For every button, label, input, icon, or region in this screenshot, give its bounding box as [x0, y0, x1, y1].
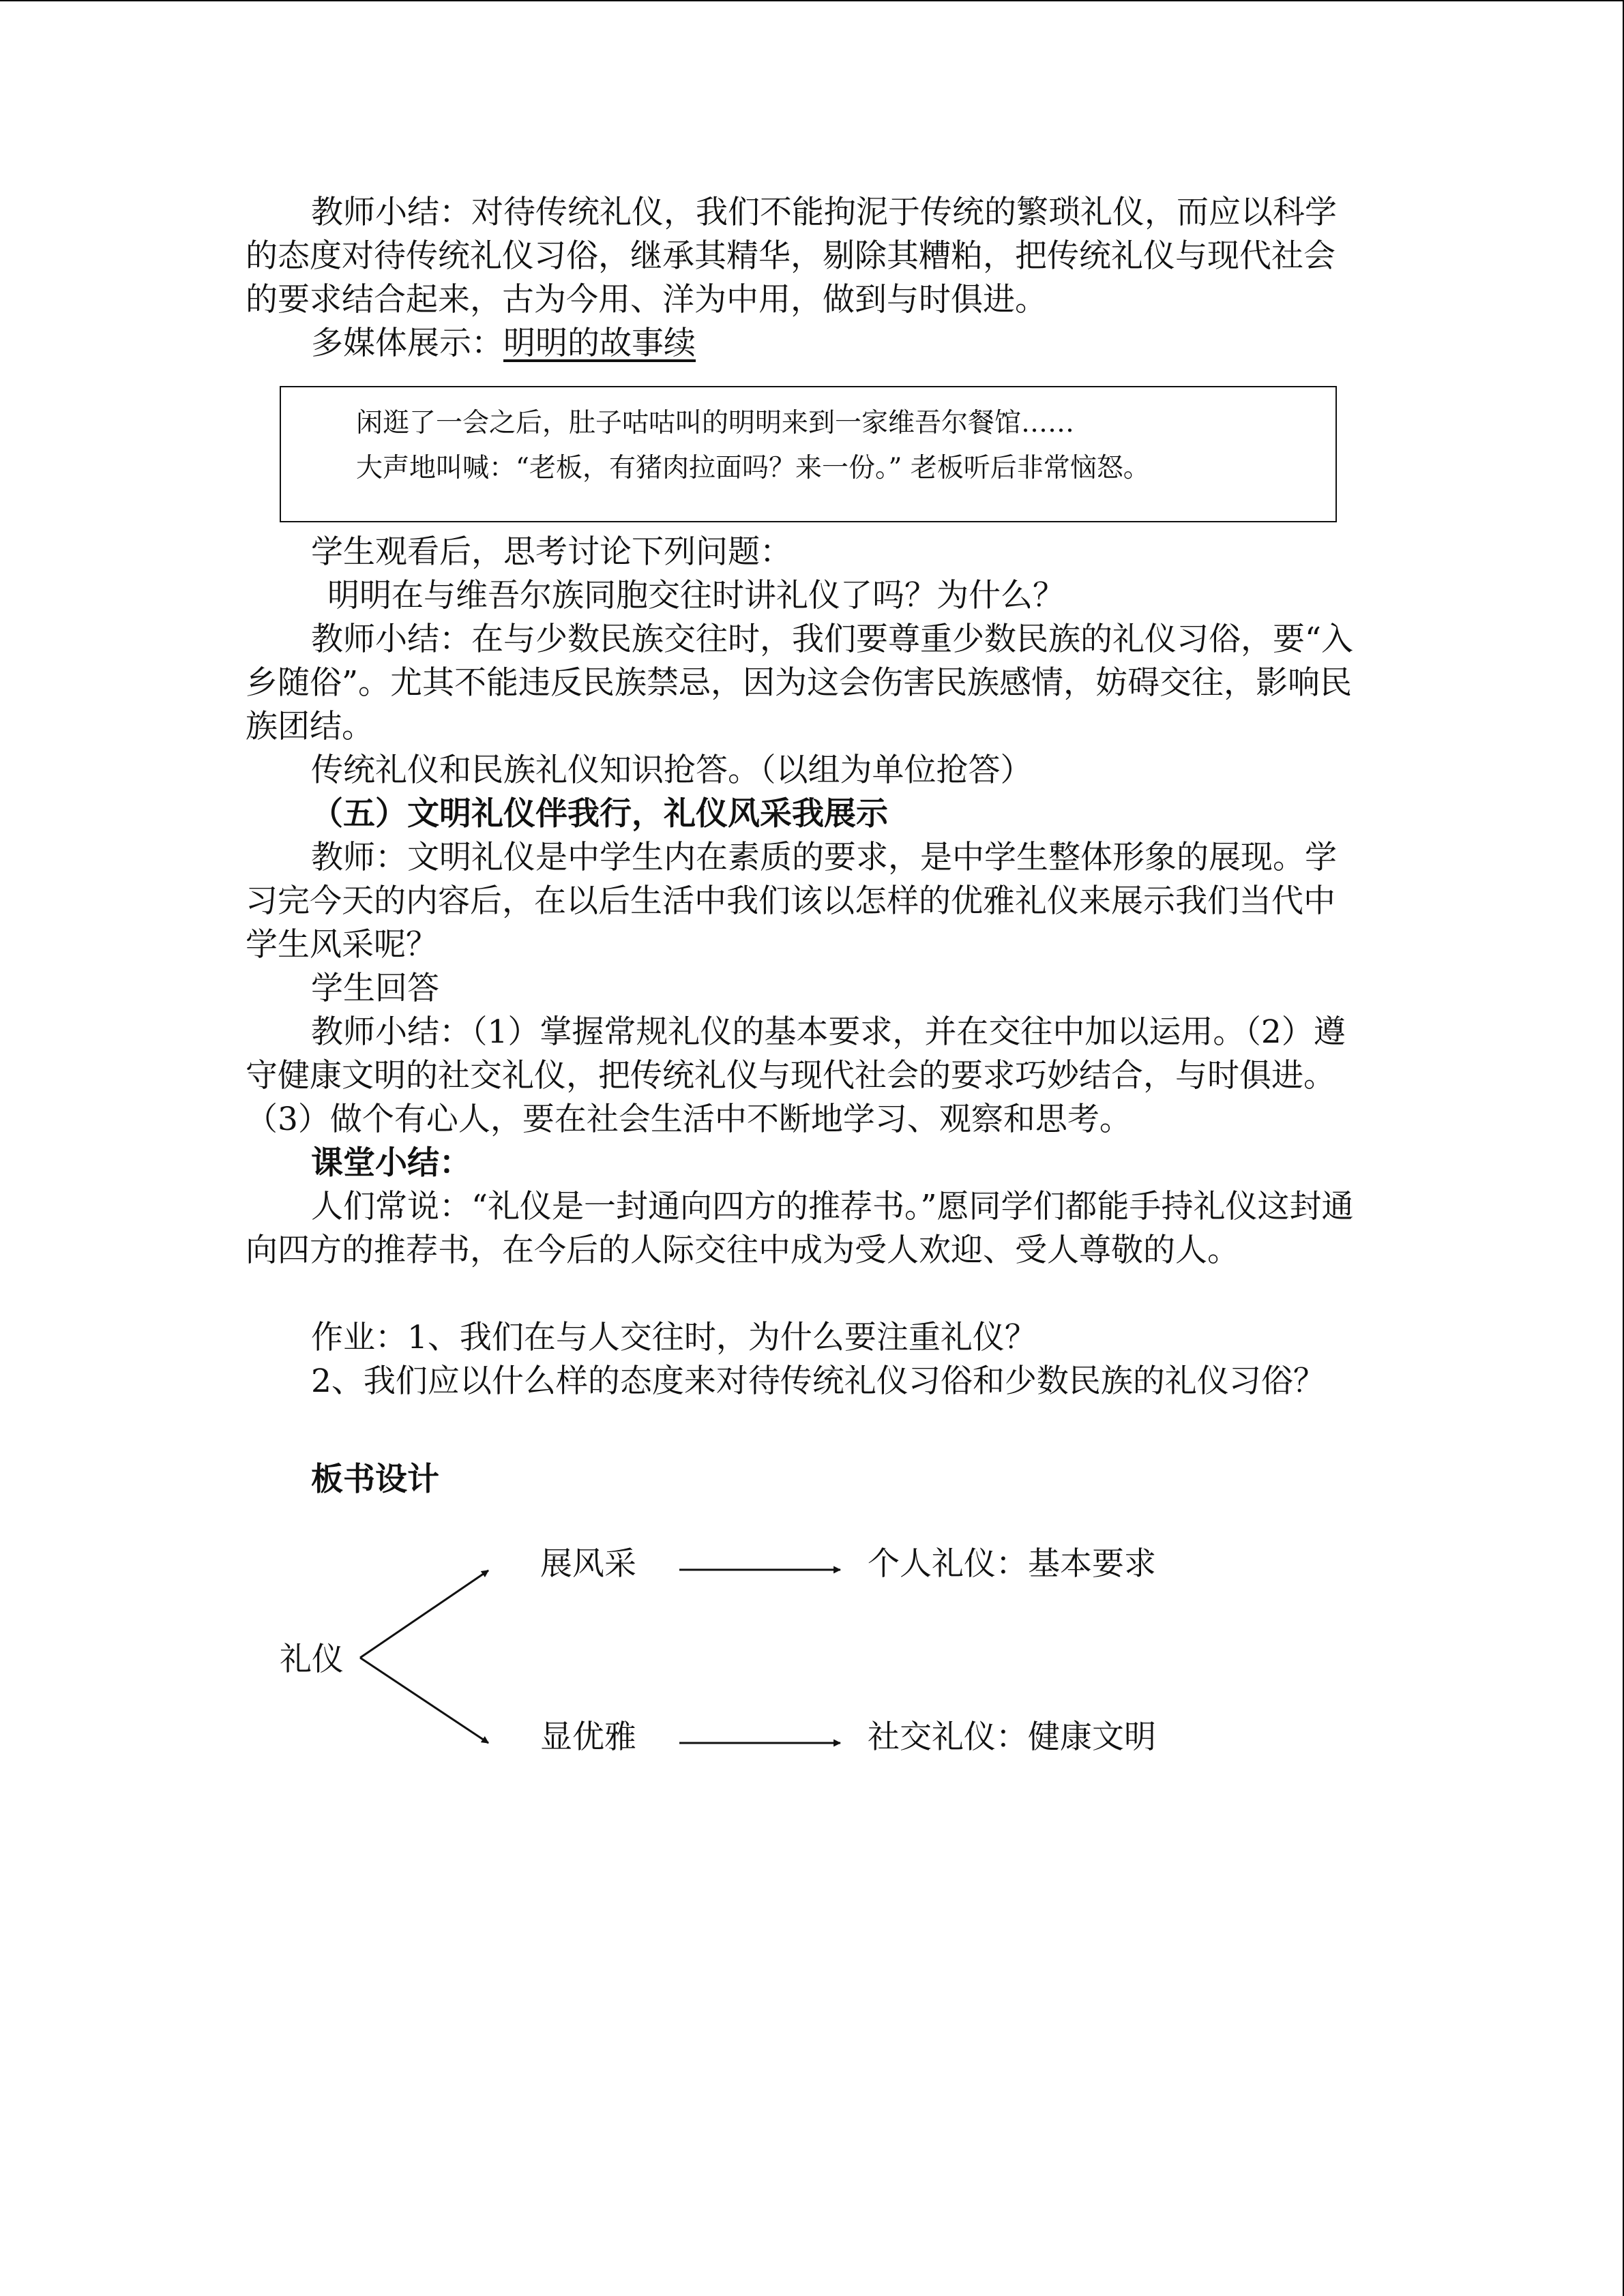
section-5-heading: （五）文明礼仪伴我行，礼仪风采我展示: [311, 795, 888, 833]
teacher-summary-3: 教师小结：（1）掌握常规礼仪的基本要求，并在交往中加以运用。（2）遵守健康文明的社交礼仪，把传统礼仪与现代社会的要求巧妙结合，与时俱进。（3）做个有心人，要在社会生活中不断地学习、观察和思考。: [246, 1013, 1346, 1138]
homework-2: 2、我们应以什么样的态度来对待传统礼仪习俗和少数民族的礼仪习俗？: [311, 1362, 1325, 1400]
board-diagram: [246, 1523, 1364, 1810]
teacher-prompt: 教师：文明礼仪是中学生内在素质的要求，是中学生整体形象的展现。学习完今天的内容后，在以后生活中我们该以怎样的优雅礼仪来展示我们当代中学生风采呢？: [246, 839, 1337, 964]
arrow-root-to-bottom: [360, 1658, 488, 1743]
class-summary-heading: 课堂小结：: [311, 1144, 471, 1182]
story-line-2: 大声地叫喊：“老板，有猪肉拉面吗？来一份。” 老板听后非常恼怒。: [356, 453, 1150, 483]
media-title: 明明的故事续: [503, 325, 696, 362]
quiz-line: 传统礼仪和民族礼仪知识抢答。（以组为单位抢答）: [311, 751, 1033, 789]
document-body: [246, 191, 1364, 1810]
spacer: [246, 1403, 1364, 1458]
media-prefix: 多媒体展示：: [311, 325, 503, 362]
board-design-heading: 板书设计: [311, 1461, 439, 1498]
page-border-top: [0, 0, 1624, 1]
students-discuss: 学生观看后，思考讨论下列问题：: [311, 533, 792, 571]
board-branch-top-label: 展风采: [540, 1545, 636, 1583]
board-diagram-arrows: [246, 1523, 1364, 1810]
homework-1: 作业：1、我们在与人交往时，为什么要注重礼仪？: [311, 1319, 1037, 1356]
board-root-label: 礼仪: [280, 1641, 344, 1678]
board-result-bottom-label: 社交礼仪：健康文明: [868, 1718, 1156, 1756]
media-line: [246, 322, 1364, 366]
discussion-question: 明明在与维吾尔族同胞交往时讲礼仪了吗？为什么？: [327, 577, 1065, 614]
board-result-top-label: 个人礼仪：基本要求: [868, 1545, 1156, 1583]
student-answer: 学生回答: [311, 970, 439, 1007]
story-box: [280, 386, 1337, 522]
class-summary: 人们常说：“礼仪是一封通向四方的推荐书。”愿同学们都能手持礼仪这封通向四方的推荐书，在今后的人际交往中成为受人欢迎、受人尊敬的人。: [246, 1188, 1354, 1269]
spacer: [246, 1272, 1364, 1316]
arrow-root-to-top: [360, 1570, 488, 1658]
story-line-1: 闲逛了一会之后，肚子咕咕叫的明明来到一家维吾尔餐馆……: [356, 408, 1075, 438]
board-branch-bottom-label: 显优雅: [540, 1718, 636, 1756]
teacher-summary-2: 教师小结：在与少数民族交往时，我们要尊重少数民族的礼仪习俗，要“入乡随俗”。尤其不能违反民族禁忌，因为这会伤害民族感情，妨碍交往，影响民族团结。: [246, 621, 1354, 745]
teacher-summary-1: 教师小结：对待传统礼仪，我们不能拘泥于传统的繁琐礼仪，而应以科学的态度对待传统礼仪习俗，继承其精华，剔除其糟粕，把传统礼仪与现代社会的要求结合起来，古为今用、洋为中用，做到与时俱进。: [246, 194, 1337, 318]
